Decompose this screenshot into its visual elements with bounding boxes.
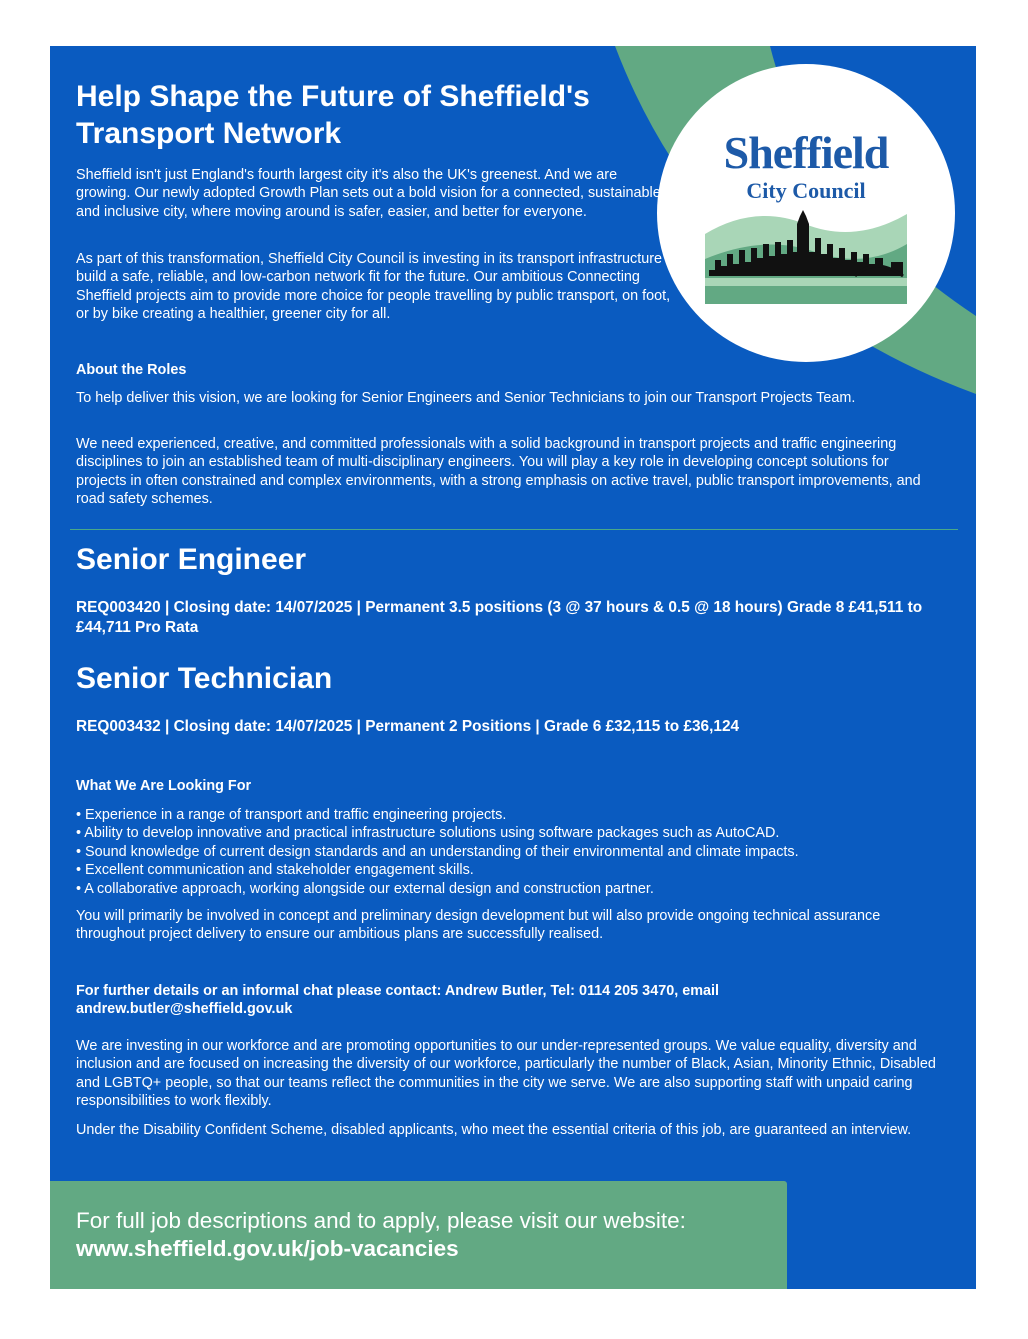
section-divider (70, 529, 958, 530)
page-title: Help Shape the Future of Sheffield's Transport Network (76, 80, 590, 150)
about-roles-heading: About the Roles (76, 362, 187, 378)
role-title-senior-engineer: Senior Engineer (76, 543, 307, 576)
list-item: • A collaborative approach, working alongside our external design and construction partner. (76, 880, 799, 898)
job-vacancies-link[interactable]: www.sheffield.gov.uk/job-vacancies (76, 1236, 459, 1261)
disability-confident-paragraph: Under the Disability Confident Scheme, disabled applicants, who meet the essential criteria of this job, are guaranteed an interview. (76, 1122, 912, 1138)
list-item: • Experience in a range of transport and traffic engineering projects. (76, 806, 799, 824)
intro-paragraph-1: Sheffield isn't just England's fourth largest city it's also the UK's greenest. And we are growing. Our newly adopted Growth Plan sets out a bold vision for a connected, sustainable, and inclusive city, where moving around is safer, easier, and better for everyone. (76, 167, 665, 220)
looking-for-summary: You will primarily be involved in concept and preliminary design development but will also provide ongoing technical assurance throughout project delivery to ensure our ambitious plans are successfully realised. (76, 908, 881, 943)
apply-banner-text: For full job descriptions and to apply, please visit our website: (76, 1208, 686, 1233)
list-item: • Ability to develop innovative and practical infrastructure solutions using software packages such as AutoCAD. (76, 824, 799, 842)
logo-title: Sheffield (723, 127, 889, 178)
logo-subtitle: City Council (746, 178, 866, 203)
city-skyline-icon (705, 204, 907, 304)
about-paragraph-2: We need experienced, creative, and committed professionals with a solid background in transport projects and traffic engineering disciplines to join an established team of multi-disciplinary engineers. You will play a key role in developing concept solutions for projects in often constrained and complex environments, with a strong emphasis on active travel, public transport improvements, and road safety schemes. (76, 436, 921, 508)
diversity-paragraph: We are investing in our workforce and are promoting opportunities to our under-represented groups. We value equality, diversity and inclusion and are focused on increasing the diversity of our workforce, particularly the number of Black, Asian, Minority Ethnic, Disabled and LGBTQ+ people, so that our teams reflect the communities in the city we serve. We are also supporting staff with unpaid caring responsibilities to work flexibly. (76, 1038, 936, 1110)
apply-banner (50, 1181, 787, 1289)
requirements-list (76, 806, 799, 898)
role-details-senior-technician: REQ003432 | Closing date: 14/07/2025 | Permanent 2 Positions | Grade 6 £32,115 to £36,124 (76, 718, 740, 735)
list-item: • Excellent communication and stakeholder engagement skills. (76, 861, 799, 879)
list-item: • Sound knowledge of current design standards and an understanding of their environmental and climate impacts. (76, 843, 799, 861)
looking-for-heading: What We Are Looking For (76, 778, 252, 794)
role-title-senior-technician: Senior Technician (76, 662, 333, 695)
contact-details: For further details or an informal chat please contact: Andrew Butler, Tel: 0114 205 3470, email andrew.butler@sheffield.gov.uk (76, 983, 719, 1018)
role-details-senior-engineer: REQ003420 | Closing date: 14/07/2025 | Permanent 3.5 positions (3 @ 37 hours & 0.5 @ 18 hours) Grade 8 £41,511 to £44,711 Pro Rata (76, 599, 923, 636)
sheffield-city-council-logo (657, 64, 955, 362)
about-paragraph-1: To help deliver this vision, we are looking for Senior Engineers and Senior Technicians to join our Transport Projects Team. (76, 390, 856, 406)
job-advert-page (50, 46, 976, 1289)
intro-paragraph-2: As part of this transformation, Sheffield City Council is investing in its transport infrastructure to build a safe, reliable, and low-carbon network fit for the future. Our ambitious Connecting Sheffield projects aim to provide more choice for people travelling by public transport, on foot, or by bike creating a healthier, greener city for all. (76, 251, 679, 323)
